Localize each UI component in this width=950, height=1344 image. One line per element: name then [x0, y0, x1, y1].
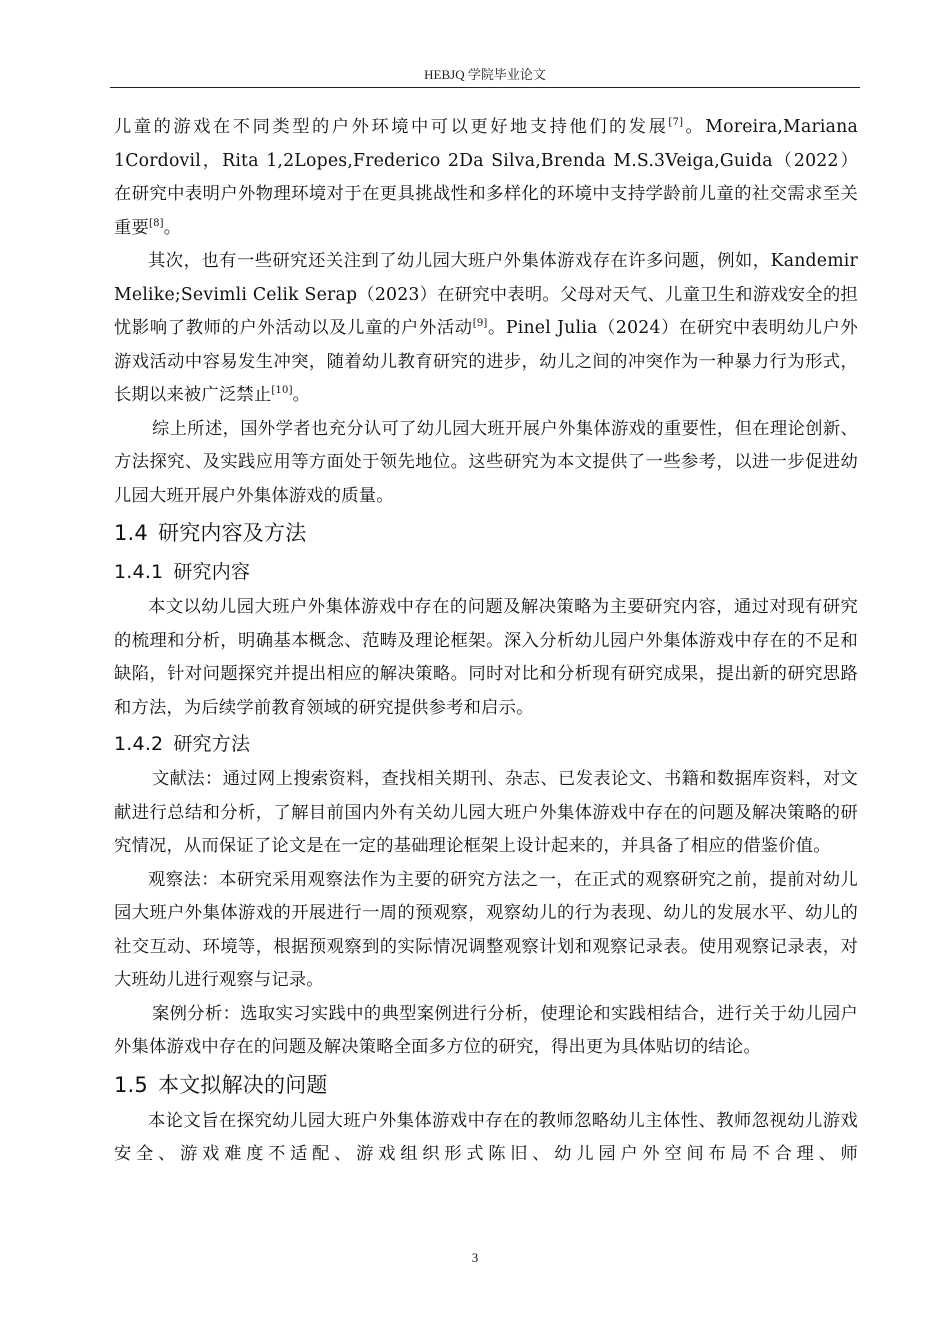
paragraph-7: 案例分析：选取实习实践中的典型案例进行分析，使理论和实践相结合，进行关于幼儿园户外集体游戏中存在的问题及解决策略全面多方位的研究，得出更为具体贴切的结论。	[114, 1003, 858, 1057]
paragraph-6: 观察法：本研究采用观察法作为主要的研究方法之一，在正式的观察研究之前，提前对幼儿园大班户外集体游戏的开展进行一周的预观察，观察幼儿的行为表现、幼儿的发展水平、幼儿的社交互动、环境等，根据预观察到的实际情况调整观察计划和观察记录表。使用观察记录表，对大班幼儿进行观察与记录。	[114, 869, 858, 990]
paragraph-4: 本文以幼儿园大班户外集体游戏中存在的问题及解决策略为主要研究内容，通过对现有研究的梳理和分析，明确基本概念、范畴及理论框架。深入分析幼儿园户外集体游戏中存在的不足和缺陷，针对问题探究并提出相应的解决策略。同时对比和分析现有研究成果，提出新的研究思路和方法，为后续学前教育领域的研究提供参考和启示。	[114, 597, 858, 718]
heading-1-4-2: 1.4.2 研究方法	[114, 733, 251, 755]
paragraph-2: 其次，也有一些研究还关注到了幼儿园大班户外集体游戏存在许多问题，例如，Kandemir Melike;Sevimli Celik Serap（2023）在研究中表明。父母对天气、儿童卫生和游戏安全的担忧影响了教师的户外活动以及儿童的户外活动[9]。Pinel Julia（2024）在研究中表明幼儿户外游戏活动中容易发生冲突，随着幼儿教育研究的进步，幼儿之间的冲突作为一种暴力行为形式，长期以来被广泛禁止[10]。	[114, 251, 858, 405]
page-number: 3	[471, 1250, 479, 1265]
header-divider	[110, 87, 860, 88]
citation-7: [7]	[668, 117, 684, 128]
citation-9: [9]	[472, 318, 488, 329]
citation-8: [8]	[148, 217, 164, 229]
heading-1-4-1: 1.4.1 研究内容	[114, 561, 251, 583]
paragraph-8: 本论文旨在探究幼儿园大班户外集体游戏中存在的教师忽略幼儿主体性、教师忽视幼儿游戏安全、游戏难度不适配、游戏组织形式陈旧、幼儿园户外空间布局不合理、师	[114, 1110, 858, 1164]
document-body	[114, 111, 858, 1172]
paragraph-5: 文献法：通过网上搜索资料，查找相关期刊、杂志、已发表论文、书籍和数据库资料，对文献进行总结和分析，了解目前国内外有关幼儿园大班户外集体游戏中存在的问题及解决策略的研究情况，从而保证了论文是在一定的基础理论框架上设计起来的，并具备了相应的借鉴价值。	[114, 769, 858, 856]
citation-10: [10]	[271, 385, 293, 396]
heading-1-5: 1.5 本文拟解决的问题	[114, 1072, 328, 1097]
page-header: HEBJQ 学院毕业论文	[424, 67, 546, 82]
paragraph-3: 综上所述，国外学者也充分认可了幼儿园大班开展户外集体游戏的重要性，但在理论创新、方法探究、及实践应用等方面处于领先地位。这些研究为本文提供了一些参考，以进一步促进幼儿园大班开展户外集体游戏的质量。	[114, 418, 858, 506]
paragraph-1: 儿童的游戏在不同类型的户外环境中可以更好地支持他们的发展[7]。Moreira,Mariana 1Cordovil，Rita 1,2Lopes,Frederico 2Da Silva,Brenda M.S.3Veiga,Guida（2022）在研究中表明户外物理环境对于在更具挑战性和多样化的环境中支持学龄前儿童的社交需求至关重要[8]。	[114, 117, 858, 238]
heading-1-4: 1.4 研究内容及方法	[114, 521, 307, 545]
